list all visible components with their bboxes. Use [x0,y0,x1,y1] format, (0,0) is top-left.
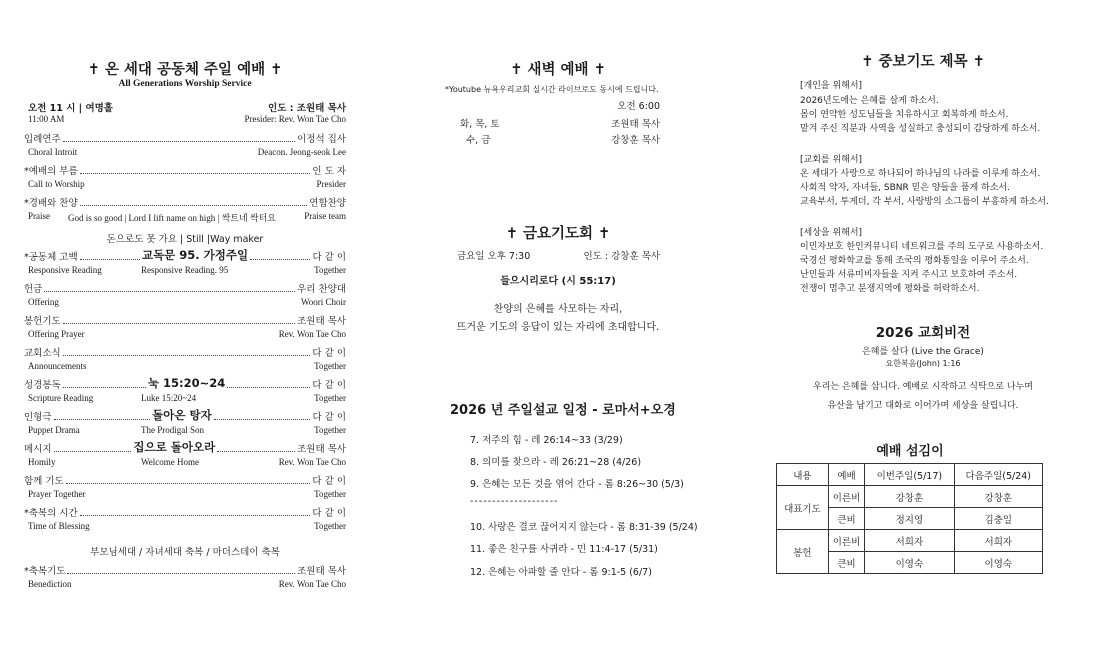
sermon-title: 2026 년 주일설교 일정 - 로마서+오경 [450,403,676,418]
item-label-ko: *경배와 찬양 [24,198,78,209]
sermon-item-9: 9. 은혜는 모든 것을 엮어 간다 - 롬 8:26~30 (5/3) [470,479,684,490]
service-item [24,409,346,439]
prayer-line: 2026년도에는 은혜를 살게 하소서. [800,96,939,106]
service-item [24,281,346,311]
item-content-en: God is so good | Lord I lift name on high | 싹트네 싹터요 [68,213,277,223]
leader-dots [63,355,311,356]
praise-extra: 돈으로도 못 가요 | Still |Way maker [106,234,264,245]
item-leader-ko: 조원태 목사 [297,316,346,327]
dawn-days-1: 화, 목, 토 [460,119,500,130]
dawn-time: 오전 6:00 [617,101,660,112]
middle-section [440,0,698,668]
table-cell: 이른비 [828,486,864,508]
worship-time-en: 11:00 AM [28,114,65,124]
table-header: 예배 [828,464,864,486]
item-leader-ko: 조원태 목사 [297,566,346,577]
table-cell: 서희자 [954,530,1042,552]
leader-dots [66,483,311,484]
friday-time: 금요일 오후 7:30 [457,251,531,262]
sermon-item-11: 11. 좋은 친구를 사귀라 - 민 11:4-17 (5/31) [470,544,658,555]
item-leader-ko: 다 같 이 [312,412,347,423]
leader-dots [44,291,295,292]
item-label-ko: *축복의 시간 [24,508,78,519]
prayer-heading-world: [세상을 위해서] [800,228,863,238]
table-cell: 이영숙 [865,552,954,574]
table-row [777,530,1043,552]
item-leader-ko: 다 같 이 [312,508,346,519]
table-header: 이번주일(5/17) [865,464,954,486]
item-label-en: Responsive Reading [28,265,102,275]
table-row [777,486,1043,508]
item-label-ko: 헌금 [24,284,43,295]
item-label-en: Time of Blessing [28,521,90,531]
leader-dots [54,419,151,420]
item-leader-en: Woori Choir [300,297,346,307]
item-content-ko: 돌아온 탕자 [152,408,212,422]
worship-title: ✝ 온 세대 공동체 주일 예배 ✝ [87,62,283,78]
vision-line-1: 우리는 은혜를 삽니다. 예배로 시작하고 식탁으로 나누며 [813,382,1033,392]
item-content-en: Responsive Reading. 95 [141,265,229,275]
table-cell: 강창훈 [954,486,1042,508]
table-cell: 큰비 [828,508,864,530]
friday-desc-2: 뜨거운 기도의 응답이 있는 자리에 초대합니다. [456,322,660,333]
leader-dots [250,259,310,260]
service-item [24,563,346,593]
worship-section [24,0,346,668]
leader-dots [80,259,140,260]
leader-dots [63,141,295,142]
dawn-leader-2: 강창훈 목사 [611,135,660,146]
sermon-item-10: 10. 사랑은 결코 끊어지지 않는다 - 롬 8:31-39 (5/24) [470,522,698,533]
leader-dots [227,387,310,388]
item-label-ko: 성경봉독 [24,380,61,391]
vision-motto: 은혜를 살다 (Live the Grace) [862,347,984,357]
table-cell: 이른비 [828,530,864,552]
item-leader-ko: 연합찬양 [309,198,346,209]
service-item [24,345,346,375]
service-item [24,249,346,279]
item-content-ko: 눅 15:20~24 [147,376,226,390]
item-leader-ko: 우리 찬양대 [297,284,346,295]
item-leader-en: Together [314,393,346,403]
service-item [24,505,346,535]
item-content-ko: 집으로 돌아오라 [133,440,216,454]
table-cell: 강창훈 [865,486,954,508]
table-cell: 서희자 [865,530,954,552]
item-leader-en: Together [314,425,346,435]
dawn-leader-1: 조원태 목사 [611,119,660,130]
leader-dots [67,573,295,574]
worship-subtitle: All Generations Worship Service [118,79,252,89]
prayer-line: 교육부서, 투게더, 각 부서, 사랑방의 소그룹이 부흥하게 하소서. [800,197,1049,207]
item-content-en: Luke 15:20~24 [141,393,197,403]
table-header: 내용 [777,464,829,486]
sermon-divider: -------------------- [470,496,559,507]
item-leader-ko: 다 같 이 [312,348,346,359]
blessing-note: 부모님세대 / 자녀세대 축복 / 마더스데이 축복 [90,547,280,558]
dawn-days-2: 수, 금 [466,135,491,146]
service-item [24,377,346,407]
service-item [24,163,346,193]
item-leader-en: Rev. Won Tae Cho [278,579,346,589]
service-item [24,131,346,161]
leader-dots [80,205,308,206]
service-item [24,313,346,343]
friday-desc-1: 찬양의 은혜를 사모하는 자리, [493,304,623,315]
item-leader-en: Presider [316,179,346,189]
prayer-line: 맡겨 주신 직분과 사역을 성실하고 충성되이 감당하게 하소서. [800,124,1041,134]
item-label-en: Homily [28,457,56,467]
item-label-en: Choral Introit [28,147,78,157]
item-label-ko: 인형극 [24,412,52,423]
prayer-line: 난민들과 서류미비자들을 지켜 주시고 보호하여 주소서. [800,270,1018,280]
item-label-en: Benediction [28,579,72,589]
item-leader-ko: 다 같 이 [312,380,346,391]
item-label-en: Scripture Reading [28,393,94,403]
item-label-ko: *축복기도 [24,566,66,577]
leader-dots [80,173,311,174]
vision-verse: 요한복음(John) 1:16 [885,359,961,368]
sermon-item-12: 12. 은혜는 아파할 줄 안다 - 롬 9:1-5 (6/7) [470,567,652,578]
item-leader-en: Deacon. Jeong-seok Lee [257,147,346,157]
item-label-ko: 봉헌기도 [24,316,61,327]
item-label-en: Prayer Together [28,489,86,499]
prayer-line: 사회적 약자, 자녀들, SBNR 믿은 양들을 품게 하소서. [800,183,1010,193]
item-leader-en: Rev. Won Tae Cho [278,457,346,467]
vision-line-2: 유산을 남기고 대화로 이어가며 세상을 살립니다. [827,401,1019,411]
table-cell: 정지영 [865,508,954,530]
item-leader-en: Together [314,521,346,531]
service-item [24,195,346,225]
youtube-note: *Youtube 뉴욕우리교회 실시간 라이브로도 동시에 드립니다. [445,85,659,94]
item-leader-ko: 인 도 자 [312,166,346,177]
leader-dots [217,451,295,452]
sermon-item-7: 7. 저주의 힘 - 레 26:14~33 (3/29) [470,435,623,446]
dawn-title: ✝ 새벽 예배 ✝ [510,62,606,78]
leader-dots [54,451,132,452]
service-item [24,441,346,471]
leader-dots [63,323,295,324]
service-table [776,463,1043,574]
service-item [24,473,346,503]
item-leader-en: Together [314,361,346,371]
prayer-line: 전쟁이 멈추고 분쟁지역에 평화를 허락하소서. [800,284,980,294]
item-leader-en: Rev. Won Tae Cho [278,329,346,339]
friday-leader: 인도 : 강창훈 목사 [583,251,660,262]
prayer-line: 온 세대가 사랑으로 하나되어 하나님의 나라를 이루게 하소서. [800,169,1041,179]
item-label-ko: 메시지 [24,444,52,455]
leader-dots [63,387,146,388]
item-label-ko: 교회소식 [24,348,61,359]
item-label-ko: 함께 기도 [24,476,64,487]
prayer-heading-church: [교회를 위해서] [800,155,863,165]
prayer-line: 국경선 평화학교를 통해 조국의 평화통일을 이루어 주소서. [800,256,1029,266]
item-content-en: The Prodigal Son [141,425,204,435]
prayer-line: 이민자보호 한인커뮤니티 네트워크를 주의 도구로 사용하소서. [800,242,1044,252]
table-cell: 대표기도 [777,486,829,530]
item-leader-ko: 조원태 목사 [297,444,346,455]
worship-time-ko: 오전 11 시 | 여명홀 [28,103,113,114]
item-label-ko: *예배의 부름 [24,166,78,177]
worship-leader-en: Presider: Rev. Won Tae Cho [244,114,346,124]
friday-title: ✝ 금요기도회 ✝ [505,226,611,242]
item-leader-en: Together [314,489,346,499]
item-label-en: Offering Prayer [28,329,85,339]
item-label-ko: *공동체 고백 [24,252,78,263]
table-header: 다음주일(5/24) [954,464,1042,486]
item-leader-en: Praise team [304,211,346,221]
table-cell: 이영숙 [954,552,1042,574]
item-label-en: Offering [28,297,59,307]
right-section [770,0,1076,668]
worship-leader-ko: 인도 : 조원태 목사 [268,103,346,114]
table-cell: 봉헌 [777,530,829,574]
prayer-title: ✝ 중보기도 제목 ✝ [861,54,985,70]
table-cell: 김충일 [954,508,1042,530]
item-label-en: Announcements [28,361,87,371]
item-leader-en: Together [314,265,346,275]
leader-dots [80,515,311,516]
item-leader-ko: 다 같 이 [312,252,347,263]
item-label-en: Praise [28,211,50,221]
item-content-en: Welcome Home [141,457,200,467]
item-label-en: Call to Worship [28,179,85,189]
item-leader-ko: 이정석 집사 [297,134,346,145]
service-title: 예배 섬김이 [876,444,944,459]
item-label-en: Puppet Drama [28,425,80,435]
item-content-ko: 교독문 95. 가정주일 [141,248,249,262]
vision-title: 2026 교회비전 [875,325,971,341]
sermon-item-8: 8. 의미를 찾으라 - 레 26:21~28 (4/26) [470,457,642,468]
prayer-line: 몸이 연약한 성도님들을 치유하시고 회복하게 하소서. [800,110,1009,120]
item-label-ko: 입례연주 [24,134,61,145]
item-leader-ko: 다 같 이 [312,476,346,487]
leader-dots [214,419,311,420]
friday-verse: 들으시리로다 (시 55:17) [500,276,616,287]
table-header-row [777,464,1043,486]
prayer-heading-personal: [개인을 위해서] [800,81,863,91]
table-cell: 큰비 [828,552,864,574]
